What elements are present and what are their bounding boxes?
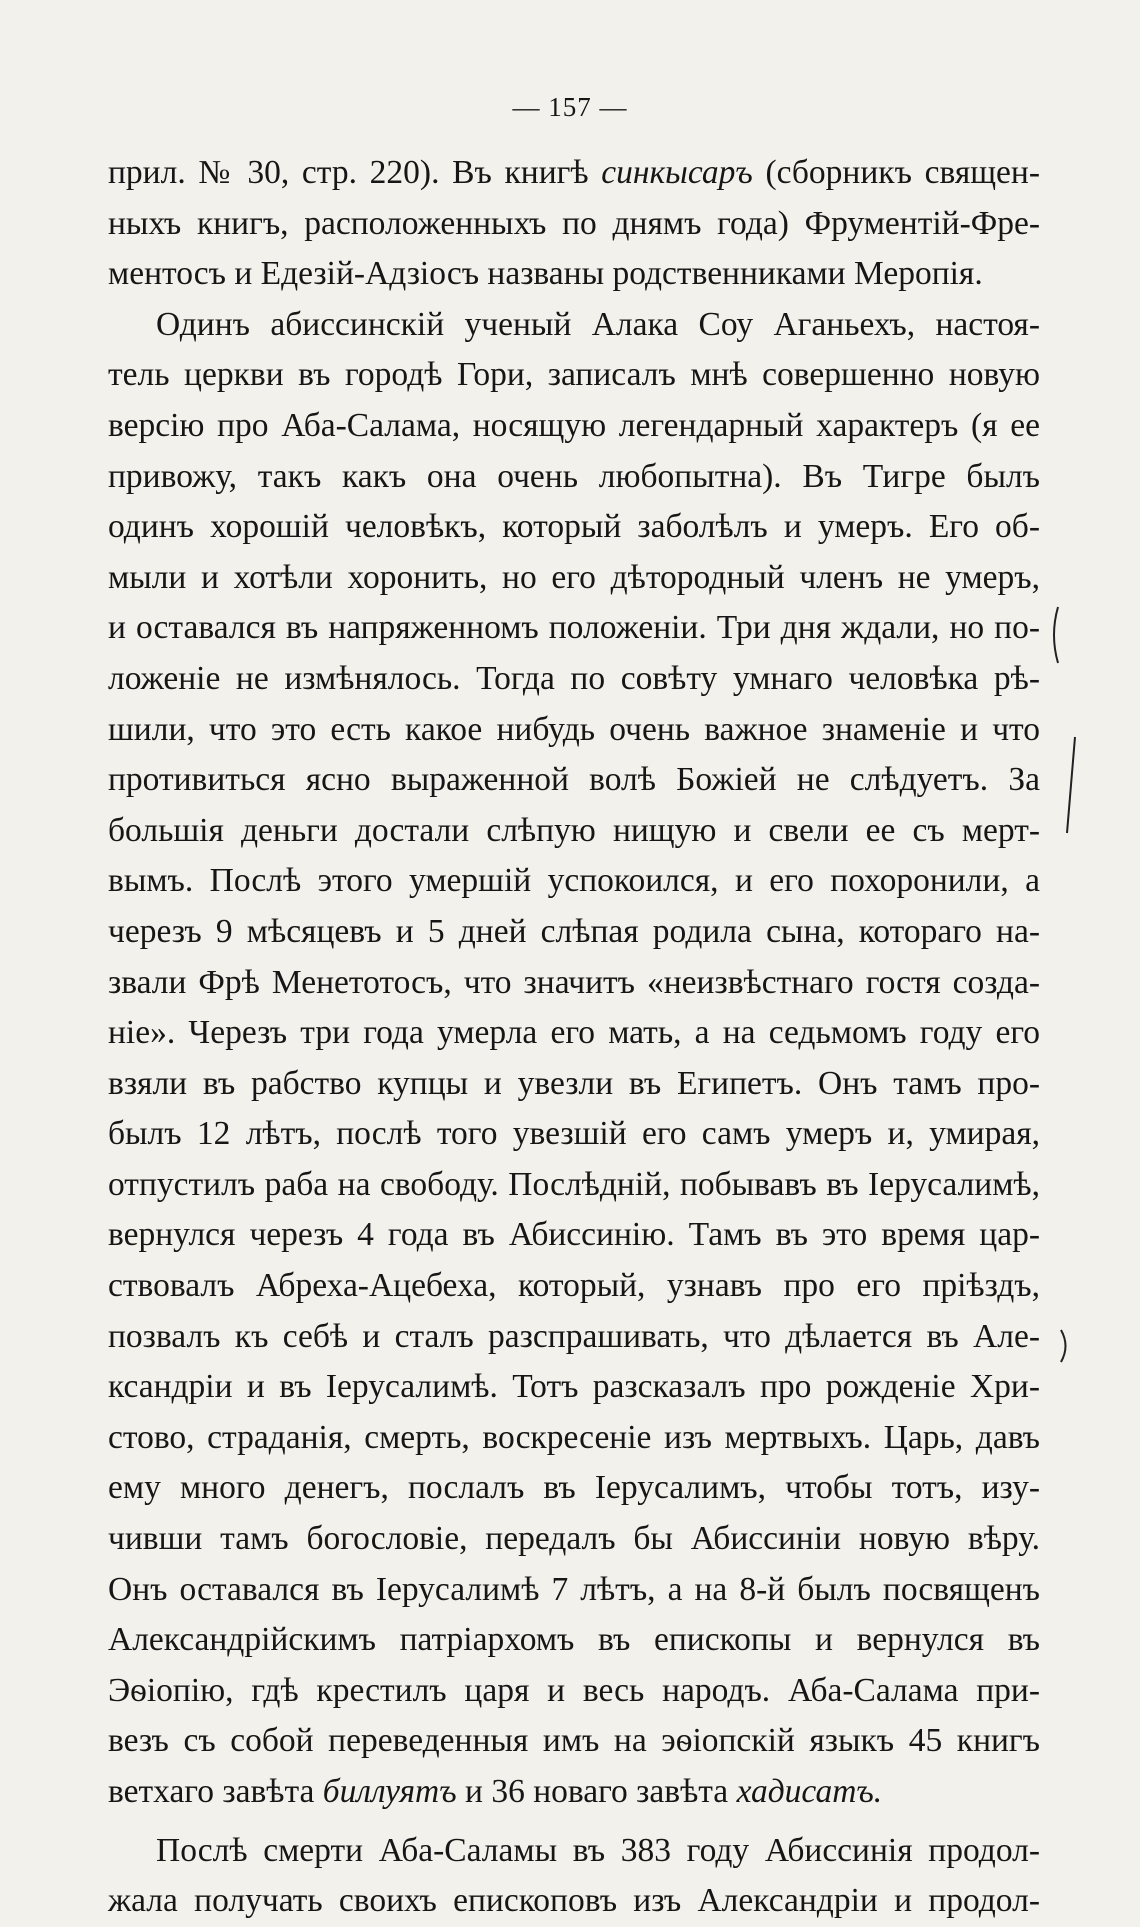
text-line: везъ съ собой переведенныя имъ на эѳіопскій языкъ 45 книгъ — [108, 1722, 1040, 1760]
text-line: черезъ 9 мѣсяцевъ и 5 дней слѣпая родила сына, котораго на- — [108, 912, 1040, 950]
text-line: позвалъ къ себѣ и сталъ разспрашивать, что дѣлается въ Але- — [108, 1317, 1040, 1355]
text-line: шили, что это есть какое нибудь очень важное знаменіе и что — [108, 710, 1040, 748]
text-line: Александрійскимъ патріархомъ въ епископы и вернулся въ — [108, 1621, 1040, 1659]
italic-term: синкысаръ — [601, 154, 753, 191]
italic-term: хадисатъ. — [736, 1773, 883, 1810]
text-line: мыли и хотѣли хоронить, но его дѣтородный членъ не умеръ, — [108, 558, 1040, 596]
text-line: стово, страданія, смерть, воскресеніе изъ мертвыхъ. Царь, давъ — [108, 1418, 1040, 1456]
text-line: вернулся черезъ 4 года въ Абиссинію. Тамъ въ это время цар- — [108, 1216, 1040, 1254]
text-line: тель церкви въ городѣ Гори, записалъ мнѣ совершенно новую — [108, 356, 1040, 394]
margin-mark-slash — [1063, 735, 1077, 835]
text-line: ксандріи и въ Іерусалимѣ. Тотъ разсказалъ про рожденіе Хри- — [108, 1368, 1040, 1406]
text-line: привожу, такъ какъ она очень любопытна). Въ Тигре былъ — [108, 457, 1040, 495]
text-line: былъ 12 лѣтъ, послѣ того увезшій его самъ умеръ и, умирая, — [108, 1115, 1040, 1153]
text-line: ветхаго завѣта биллуятъ и 36 новаго завѣта хадисатъ. — [108, 1773, 883, 1810]
text-line: вымъ. Послѣ этого умершій успокоился, и его похоронили, а — [108, 862, 1040, 900]
text-line: ложеніе не измѣнялось. Тогда по совѣту умнаго человѣка рѣ- — [108, 659, 1040, 697]
text-line: ему много денегъ, послалъ въ Іерусалимъ, чтобы тотъ, изу- — [108, 1469, 1040, 1507]
text-line: версію про Аба-Салама, носящую легендарный характеръ (я ее — [108, 406, 1040, 444]
margin-mark-paren — [1058, 1328, 1072, 1364]
text-line: Одинъ абиссинскій ученый Алака Соу Аганьехъ, настоя- — [156, 305, 1040, 343]
margin-mark-bracket — [1048, 605, 1062, 665]
text-line: и оставался въ напряженномъ положеніи. Три дня ждали, но по- — [108, 609, 1040, 647]
text-line: противиться ясно выраженной волѣ Божіей не слѣдуетъ. За — [108, 761, 1040, 799]
text-line: ментосъ и Едезій-Адзіосъ названы родственниками Меропія. — [108, 255, 983, 293]
text-line: ствовалъ Абреха-Ацебеха, который, узнавъ про его пріѣздъ, — [108, 1267, 1040, 1305]
text-line: Эѳіопію, гдѣ крестилъ царя и весь народъ. Аба-Салама при- — [108, 1671, 1040, 1709]
text-line: жала получать своихъ епископовъ изъ Александріи и продол- — [108, 1882, 1040, 1920]
text-line: прил. № 30, стр. 220). Въ книгѣ синкысаръ (сборникъ священ- — [108, 154, 1040, 191]
italic-term: биллуятъ — [322, 1773, 457, 1810]
text-line: Послѣ смерти Аба-Саламы въ 383 году Абиссинія продол- — [156, 1831, 1040, 1869]
text-line: ніе». Черезъ три года умерла его мать, а на седьмомъ году его — [108, 1014, 1040, 1052]
page-number: — 157 — — [512, 92, 628, 122]
text-line: звали Фрѣ Менетотосъ, что значитъ «неизвѣстнаго гостя созда- — [108, 963, 1040, 1001]
text-line: ныхъ книгъ, расположенныхъ по днямъ года) Фрументій-Фре- — [108, 204, 1040, 242]
body-text — [108, 148, 1040, 1927]
text-line: большія деньги достали слѣпую нищую и свели ее съ мерт- — [108, 811, 1040, 849]
text-line: взяли въ рабство купцы и увезли въ Египетъ. Онъ тамъ про- — [108, 1064, 1040, 1102]
text-line: одинъ хорошій человѣкъ, который заболѣлъ и умеръ. Его об- — [108, 508, 1040, 546]
text-line: Онъ оставался въ Іерусалимѣ 7 лѣтъ, а на 8-й былъ посвященъ — [108, 1570, 1040, 1608]
text-line: чивши тамъ богословіе, передалъ бы Абиссиніи новую вѣру. — [108, 1520, 1040, 1558]
text-line: отпустилъ раба на свободу. Послѣдній, побывавъ въ Іерусалимѣ, — [108, 1165, 1040, 1203]
